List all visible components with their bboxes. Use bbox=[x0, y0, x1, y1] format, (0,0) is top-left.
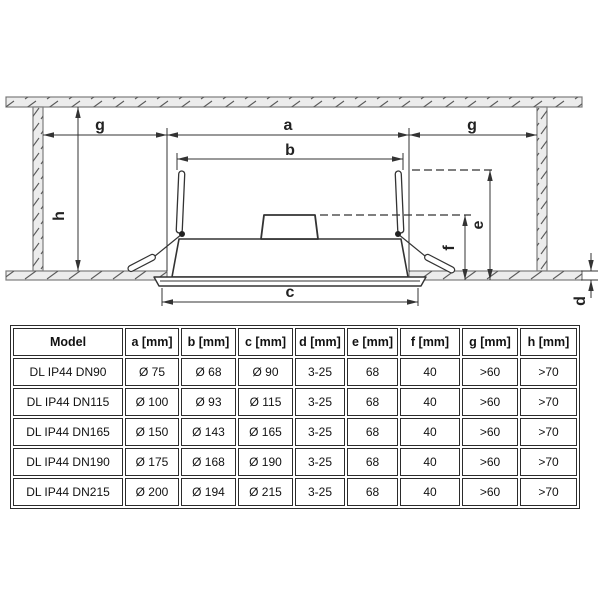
table-row bbox=[13, 448, 577, 476]
table-cell: >60 bbox=[462, 478, 518, 506]
table-cell: Ø 115 bbox=[238, 388, 293, 416]
col-header-a: a [mm] bbox=[125, 328, 179, 356]
spec-table bbox=[10, 325, 580, 509]
table-row bbox=[13, 388, 577, 416]
col-header-e: e [mm] bbox=[347, 328, 398, 356]
table-cell: 40 bbox=[400, 448, 460, 476]
dim-label-h: h bbox=[51, 211, 68, 221]
col-header-model: Model bbox=[13, 328, 123, 356]
table-cell: Ø 200 bbox=[125, 478, 179, 506]
col-header-b: b [mm] bbox=[181, 328, 236, 356]
table-cell: Ø 100 bbox=[125, 388, 179, 416]
driver-box bbox=[261, 215, 318, 239]
dim-label-g-right: g bbox=[467, 117, 477, 134]
right-spring-bracket bbox=[395, 171, 404, 233]
table-cell: 40 bbox=[400, 418, 460, 446]
model-cell: DL IP44 DN215 bbox=[13, 478, 123, 506]
model-cell: DL IP44 DN115 bbox=[13, 388, 123, 416]
table-cell: >60 bbox=[462, 388, 518, 416]
table-row bbox=[13, 418, 577, 446]
table-cell: Ø 68 bbox=[181, 358, 236, 386]
table-cell: Ø 215 bbox=[238, 478, 293, 506]
table-cell: 3-25 bbox=[295, 478, 345, 506]
dim-label-d: d bbox=[572, 296, 589, 306]
table-cell: 68 bbox=[347, 478, 398, 506]
model-cell: DL IP44 DN190 bbox=[13, 448, 123, 476]
table-cell: >70 bbox=[520, 478, 577, 506]
model-cell: DL IP44 DN90 bbox=[13, 358, 123, 386]
table-cell: Ø 165 bbox=[238, 418, 293, 446]
table-cell: 40 bbox=[400, 388, 460, 416]
table-cell: Ø 90 bbox=[238, 358, 293, 386]
table-cell: 40 bbox=[400, 478, 460, 506]
table-cell: 3-25 bbox=[295, 448, 345, 476]
lamp-body bbox=[172, 239, 408, 277]
col-header-f: f [mm] bbox=[400, 328, 460, 356]
table-cell: Ø 194 bbox=[181, 478, 236, 506]
table-row bbox=[13, 358, 577, 386]
table-cell: >60 bbox=[462, 448, 518, 476]
table-cell: Ø 175 bbox=[125, 448, 179, 476]
table-cell: >60 bbox=[462, 358, 518, 386]
table-cell: 40 bbox=[400, 358, 460, 386]
table-cell: >70 bbox=[520, 448, 577, 476]
table-cell: 68 bbox=[347, 418, 398, 446]
table-cell: Ø 143 bbox=[181, 418, 236, 446]
col-header-g: g [mm] bbox=[462, 328, 518, 356]
table-cell: Ø 190 bbox=[238, 448, 293, 476]
col-header-d: d [mm] bbox=[295, 328, 345, 356]
clip-pivot bbox=[395, 231, 401, 237]
col-header-c: c [mm] bbox=[238, 328, 293, 356]
table-cell: Ø 93 bbox=[181, 388, 236, 416]
dim-label-f: f bbox=[441, 245, 458, 251]
dim-label-g-left: g bbox=[95, 117, 105, 134]
dim-label-e: e bbox=[470, 220, 487, 230]
table-cell: 68 bbox=[347, 448, 398, 476]
table-cell: Ø 150 bbox=[125, 418, 179, 446]
table-cell: >60 bbox=[462, 418, 518, 446]
table-cell: 3-25 bbox=[295, 418, 345, 446]
table-cell: >70 bbox=[520, 388, 577, 416]
table-cell: 68 bbox=[347, 388, 398, 416]
table-cell: >70 bbox=[520, 418, 577, 446]
table-cell: 3-25 bbox=[295, 388, 345, 416]
downlight-fixture bbox=[127, 171, 456, 286]
model-cell: DL IP44 DN165 bbox=[13, 418, 123, 446]
table-cell: 68 bbox=[347, 358, 398, 386]
dim-label-b: b bbox=[285, 142, 295, 159]
dim-label-a: a bbox=[283, 117, 293, 134]
dim-label-c: c bbox=[285, 284, 295, 301]
left-spring-bracket bbox=[176, 171, 185, 233]
table-row bbox=[13, 478, 577, 506]
col-header-h: h [mm] bbox=[520, 328, 577, 356]
table-cell: 3-25 bbox=[295, 358, 345, 386]
table-cell: >70 bbox=[520, 358, 577, 386]
table-header-row bbox=[13, 328, 577, 356]
table-cell: Ø 75 bbox=[125, 358, 179, 386]
table-cell: Ø 168 bbox=[181, 448, 236, 476]
clip-pivot bbox=[179, 231, 185, 237]
